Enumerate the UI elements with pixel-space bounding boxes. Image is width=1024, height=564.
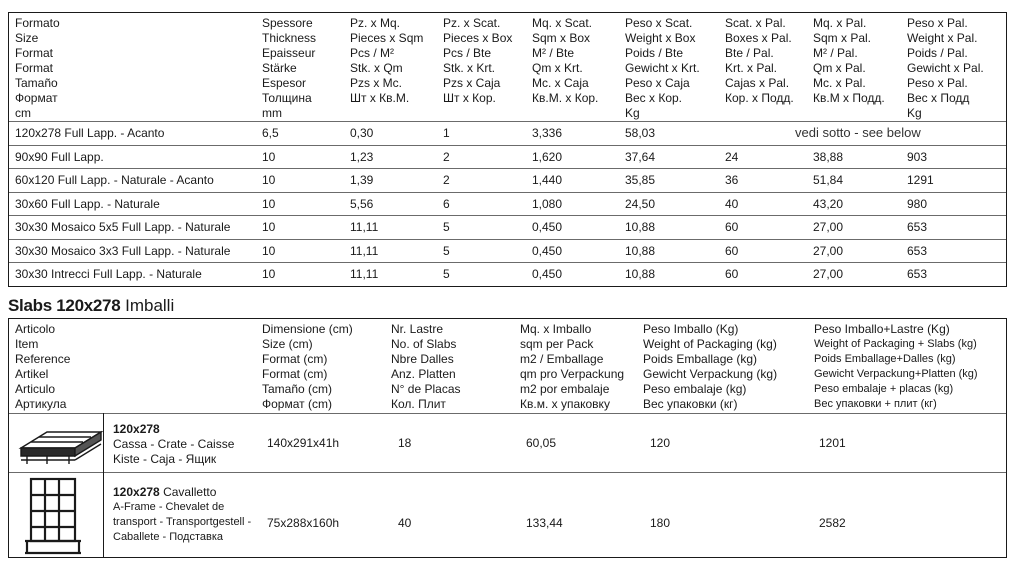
format-cell: 120x278 Full Lapp. - Acanto — [15, 126, 165, 140]
value-cell: 10 — [262, 150, 276, 164]
value-cell: 0,450 — [532, 267, 563, 281]
value-cell: 11,11 — [350, 267, 379, 281]
header-cell: Espesor — [262, 76, 307, 90]
value-cell: 58,03 — [625, 126, 656, 140]
header-cell: Anz. Platten — [391, 367, 456, 381]
header-cell: Кв.М x Подд. — [813, 91, 885, 105]
format-cell: 30x30 Mosaico 5x5 Full Lapp. - Naturale — [15, 220, 231, 234]
header-cell: Poids / Bte — [625, 46, 684, 60]
value-cell: 2 — [443, 150, 450, 164]
header-cell: M² / Pal. — [813, 46, 858, 60]
header-cell: Pzs x Mc. — [350, 76, 403, 90]
value-cell: 27,00 — [813, 244, 844, 258]
header-cell: Peso Imballo+Lastre (Kg) — [814, 322, 950, 336]
value-cell: 35,85 — [625, 173, 656, 187]
packing-table — [8, 12, 1007, 287]
format-cell: 90x90 Full Lapp. — [15, 150, 104, 164]
slabs-packaging-table — [8, 318, 1007, 558]
header-cell: Шт x Кв.М. — [350, 91, 410, 105]
header-cell: cm — [15, 106, 31, 120]
header-cell: Stk. x Qm — [350, 61, 403, 75]
section-title-bold: Slabs 120x278 — [8, 296, 121, 315]
article-description: Cassa - Crate - Caisse — [113, 437, 235, 451]
header-cell: Pzs x Caja — [443, 76, 501, 90]
header-cell: Pieces x Sqm — [350, 31, 424, 45]
value-cell: 11,11 — [350, 244, 379, 258]
value-cell: 40 — [725, 197, 739, 211]
value-cell: 11,11 — [350, 220, 379, 234]
header-cell: Poids Emballage (kg) — [643, 352, 758, 366]
header-cell: Sqm x Pal. — [813, 31, 872, 45]
header-cell: Peso Imballo (Kg) — [643, 322, 739, 336]
value-cell: 43,20 — [813, 197, 844, 211]
header-cell: m2 por embalaje — [520, 382, 610, 396]
value-cell: 653 — [907, 244, 928, 258]
section-title — [8, 296, 174, 316]
header-cell: Articulo — [15, 382, 56, 396]
header-cell: qm pro Verpackung — [520, 367, 625, 381]
article-code: 120x278 — [113, 422, 160, 436]
value-cell: 3,336 — [532, 126, 563, 140]
article-description: transport - Transportgestell - — [113, 516, 252, 528]
value-cell: 120 — [650, 436, 671, 450]
header-cell: Format (cm) — [262, 367, 328, 381]
header-cell: Pz. x Mq. — [350, 16, 401, 30]
table-row — [9, 413, 1006, 471]
table-row — [9, 145, 1006, 169]
row-divider — [9, 239, 1006, 240]
format-cell: 30x60 Full Lapp. - Naturale — [15, 197, 160, 211]
value-cell: 5 — [443, 244, 450, 258]
header-cell: Gewicht Verpackung+Platten (kg) — [814, 368, 978, 380]
value-cell: 1,23 — [350, 150, 374, 164]
header-cell: Epaisseur — [262, 46, 316, 60]
header-cell: N° de Placas — [391, 382, 461, 396]
header-cell: Weight x Pal. — [907, 31, 978, 45]
header-cell: Кол. Плит — [391, 397, 446, 411]
header-cell: Gewicht x Krt. — [625, 61, 700, 75]
value-cell: 0,30 — [350, 126, 374, 140]
value-cell: 24 — [725, 150, 739, 164]
header-cell: Mc. x Pal. — [813, 76, 866, 90]
value-cell: 653 — [907, 220, 928, 234]
value-cell: 60,05 — [526, 436, 557, 450]
header-cell: Gewicht Verpackung (kg) — [643, 367, 778, 381]
table-row — [9, 239, 1006, 263]
header-cell: Шт x Кор. — [443, 91, 496, 105]
value-cell: 60 — [725, 220, 739, 234]
value-cell: 10 — [262, 173, 276, 187]
header-cell: Pz. x Scat. — [443, 16, 501, 30]
article-description: A-Frame - Chevalet de — [113, 501, 225, 513]
value-cell: 27,00 — [813, 267, 844, 281]
value-cell: 1291 — [907, 173, 934, 187]
header-cell: Bte / Pal. — [725, 46, 774, 60]
value-cell: 2582 — [819, 516, 846, 530]
value-cell: 653 — [907, 267, 928, 281]
header-cell: Articolo — [15, 322, 56, 336]
format-cell: 30x30 Mosaico 3x3 Full Lapp. - Naturale — [15, 244, 231, 258]
header-cell: Формат — [15, 91, 58, 105]
header-cell: Кв.м. x упаковку — [520, 397, 610, 411]
format-cell: 60x120 Full Lapp. - Naturale - Acanto — [15, 173, 214, 187]
article-description: Kiste - Caja - Ящик — [113, 452, 217, 466]
header-cell: Scat. x Pal. — [725, 16, 786, 30]
value-cell: 5,56 — [350, 197, 374, 211]
value-cell: 60 — [725, 267, 739, 281]
value-cell: 6 — [443, 197, 450, 211]
header-cell: Weight of Packaging + Slabs (kg) — [814, 338, 977, 350]
value-cell: 10,88 — [625, 244, 656, 258]
row-divider — [9, 168, 1006, 169]
table-row — [9, 262, 1006, 286]
header-cell: Weight of Packaging (kg) — [643, 337, 777, 351]
header-cell: Artikel — [15, 367, 49, 381]
value-cell: 2 — [443, 173, 450, 187]
value-cell: 51,84 — [813, 173, 844, 187]
table-row — [9, 168, 1006, 192]
header-cell: Size (cm) — [262, 337, 313, 351]
value-cell: 27,00 — [813, 220, 844, 234]
value-cell: 38,88 — [813, 150, 844, 164]
column-divider — [103, 413, 104, 557]
header-cell: Qm x Krt. — [532, 61, 583, 75]
header-cell: Format (cm) — [262, 352, 328, 366]
table-row — [9, 192, 1006, 216]
value-cell: 10 — [262, 220, 276, 234]
header-cell: Tamaño (cm) — [262, 382, 333, 396]
value-cell: 903 — [907, 150, 928, 164]
header-cell: Кв.М. x Кор. — [532, 91, 599, 105]
header-cell: mm — [262, 106, 282, 120]
header-cell: Формат (cm) — [262, 397, 332, 411]
header-cell: Вес x Подд — [907, 91, 970, 105]
header-cell: Pieces x Box — [443, 31, 513, 45]
header-cell: Tamaño — [15, 76, 58, 90]
header-cell: Вес x Кор. — [625, 91, 683, 105]
header-cell: Nr. Lastre — [391, 322, 444, 336]
value-cell: 10,88 — [625, 220, 656, 234]
value-cell: 10 — [262, 197, 276, 211]
header-cell: Кор. x Подд. — [725, 91, 794, 105]
header-cell: Formato — [15, 16, 60, 30]
header-cell: Mc. x Caja — [532, 76, 589, 90]
value-cell: 60 — [725, 244, 739, 258]
value-cell: 133,44 — [526, 516, 563, 530]
header-cell: M² / Bte — [532, 46, 575, 60]
header-cell: Mq. x Imballo — [520, 322, 592, 336]
value-cell: 1201 — [819, 436, 846, 450]
header-cell: Pcs / Bte — [443, 46, 492, 60]
header-cell: Gewicht x Pal. — [907, 61, 984, 75]
header-cell: Stk. x Krt. — [443, 61, 496, 75]
header-cell: Reference — [15, 352, 71, 366]
header-cell: Dimensione (cm) — [262, 322, 353, 336]
value-cell: 1,080 — [532, 197, 563, 211]
value-cell: 1,620 — [532, 150, 563, 164]
header-cell: Krt. x Pal. — [725, 61, 778, 75]
header-cell: Weight x Box — [625, 31, 696, 45]
value-cell: 36 — [725, 173, 739, 187]
header-cell: Sqm x Box — [532, 31, 591, 45]
header-cell: Peso x Pal. — [907, 16, 968, 30]
header-cell: Format — [15, 46, 54, 60]
value-cell: 6,5 — [262, 126, 279, 140]
header-cell: Kg — [625, 106, 640, 120]
header-cell: Peso x Pal. — [907, 76, 968, 90]
table-row — [9, 472, 1006, 543]
header-cell: Pcs / M² — [350, 46, 394, 60]
value-cell: 180 — [650, 516, 671, 530]
header-cell: Peso x Scat. — [625, 16, 693, 30]
header-cell: Poids Emballage+Dalles (kg) — [814, 353, 956, 365]
header-cell: Peso embalaje + placas (kg) — [814, 383, 954, 395]
header-cell: Item — [15, 337, 39, 351]
value-cell: 140x291x41h — [267, 436, 340, 450]
header-cell: Stärke — [262, 61, 297, 75]
row-divider — [9, 215, 1006, 216]
section-title-light: Imballi — [125, 296, 175, 315]
value-cell: 0,450 — [532, 220, 563, 234]
header-cell: Format — [15, 61, 54, 75]
value-cell: 1,39 — [350, 173, 374, 187]
value-cell: 1,440 — [532, 173, 563, 187]
header-cell: Cajas x Pal. — [725, 76, 790, 90]
row-divider — [9, 262, 1006, 263]
value-cell: 18 — [398, 436, 412, 450]
header-cell: Peso x Caja — [625, 76, 690, 90]
header-cell: Size — [15, 31, 39, 45]
format-cell: 30x30 Intrecci Full Lapp. - Naturale — [15, 267, 202, 281]
row-divider — [9, 145, 1006, 146]
header-cell: No. of Slabs — [391, 337, 457, 351]
article-description: Caballete - Подставка — [113, 531, 223, 543]
a-frame-icon — [21, 475, 85, 557]
article-code: 120x278 — [113, 485, 160, 499]
article-name — [113, 422, 160, 437]
header-cell: Qm x Pal. — [813, 61, 866, 75]
value-cell: 5 — [443, 267, 450, 281]
row-divider — [9, 121, 1006, 122]
value-cell: 10,88 — [625, 267, 656, 281]
table-row — [9, 121, 1006, 145]
value-cell: 980 — [907, 197, 928, 211]
crate-icon — [17, 422, 103, 468]
value-cell: 40 — [398, 516, 412, 530]
header-cell: m2 / Emballage — [520, 352, 604, 366]
value-cell: 75x288x160h — [267, 516, 340, 530]
header-cell: Вес упаковки + плит (кг) — [814, 398, 937, 410]
row-divider — [9, 192, 1006, 193]
row-divider — [9, 413, 1006, 414]
header-cell: Артикула — [15, 397, 67, 411]
value-cell: 0,450 — [532, 244, 563, 258]
header-cell: Thickness — [262, 31, 317, 45]
header-cell: sqm per Pack — [520, 337, 594, 351]
value-cell: 10 — [262, 244, 276, 258]
value-cell: 1 — [443, 126, 450, 140]
article-type: Cavalletto — [163, 485, 217, 499]
row-divider — [9, 472, 1006, 473]
table-row — [9, 215, 1006, 239]
article-name — [113, 485, 216, 500]
value-cell: 5 — [443, 220, 450, 234]
header-cell: Boxes x Pal. — [725, 31, 792, 45]
header-cell: Nbre Dalles — [391, 352, 454, 366]
header-cell: Mq. x Pal. — [813, 16, 867, 30]
header-cell: Peso embalaje (kg) — [643, 382, 747, 396]
see-below-note: vedi sotto - see below — [795, 125, 921, 140]
header-cell: Mq. x Scat. — [532, 16, 593, 30]
header-cell: Kg — [907, 106, 922, 120]
value-cell: 10 — [262, 267, 276, 281]
value-cell: 24,50 — [625, 197, 656, 211]
header-cell: Spessore — [262, 16, 313, 30]
header-cell: Poids / Pal. — [907, 46, 968, 60]
value-cell: 37,64 — [625, 150, 656, 164]
header-cell: Толщина — [262, 91, 312, 105]
header-cell: Вес упаковки (кг) — [643, 397, 738, 411]
